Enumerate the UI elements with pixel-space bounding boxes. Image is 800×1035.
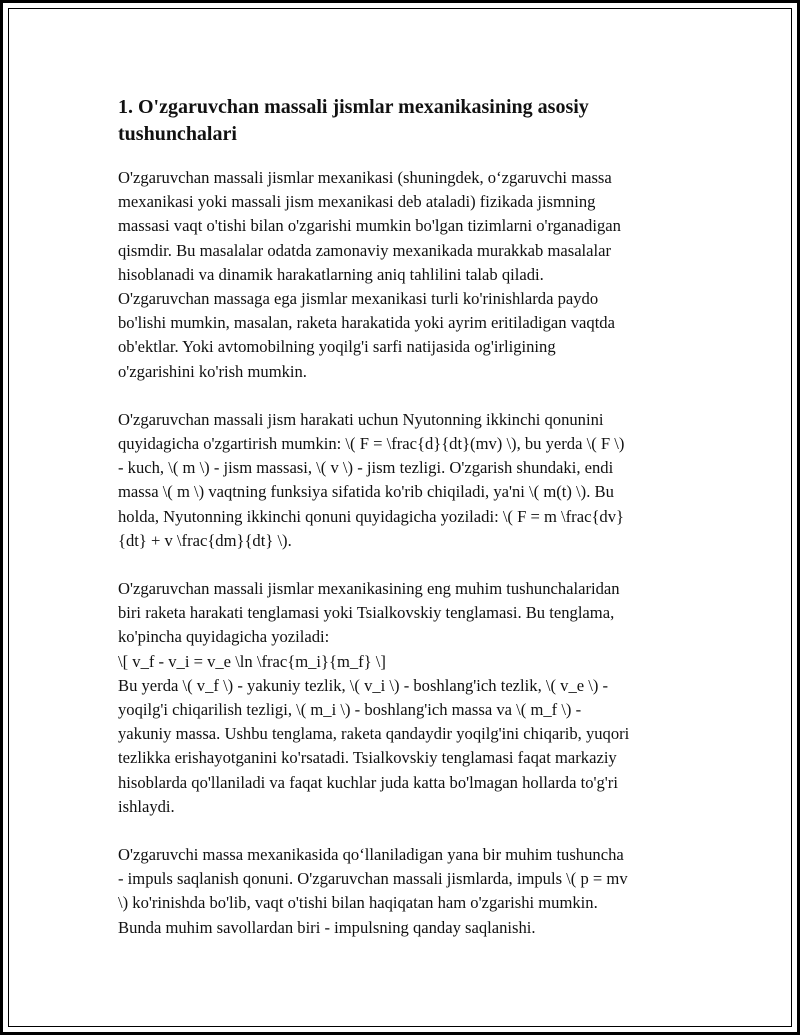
text-line: hisoblanadi va dinamik harakatlarning aniq tahlilini talab qiladi.	[118, 264, 544, 284]
text-line: mexanikasi yoki massali jism mexanikasi deb ataladi) fizikada jismning	[118, 192, 596, 212]
text-line: yoqilg'i chiqarilish tezligi, \( m_i \) - boshlang'ich massa va \( m_f \) -	[118, 700, 582, 720]
text-line: holda, Nyutonning ikkinchi qonuni quyidagicha yoziladi: \( F = m \frac{dv}	[118, 506, 624, 526]
text-line: o'zgarishini ko'rish mumkin.	[118, 361, 307, 381]
text-line: qismdir. Bu masalalar odatda zamonaviy mexanikada murakkab masalalar	[118, 240, 612, 260]
text-line: O'zgaruvchan massali jismlar mexanikasining eng muhim tushunchalaridan	[118, 579, 620, 599]
text-line: Bu yerda \( v_f \) - yakuniy tezlik, \( v_i \) - boshlang'ich tezlik, \( v_e \) -	[118, 675, 609, 695]
equation-line: \[ v_f - v_i = v_e \ln \frac{m_i}{m_f} \]	[118, 651, 386, 671]
heading-line: tushunchalari	[118, 123, 237, 145]
paragraph-momentum	[118, 843, 690, 940]
paragraph-intro	[118, 166, 690, 384]
text-line: - impuls saqlanish qonuni. O'zgaruvchan massali jismlarda, impuls \( p = mv	[118, 869, 628, 889]
text-line: ob'ektlar. Yoki avtomobilning yoqilg'i sarfi natijasida og'irligining	[118, 337, 556, 357]
text-line: massa \( m \) vaqtning funksiya sifatida ko'rib chiqiladi, ya'ni \( m(t) \). Bu	[118, 482, 614, 502]
text-line: bo'lishi mumkin, masalan, raketa harakatida yoki ayrim eritiladigan vaqtda	[118, 313, 615, 333]
text-line: O'zgaruvchan massaga ega jismlar mexanikasi turli ko'rinishlarda paydo	[118, 289, 599, 309]
text-line: ishlaydi.	[118, 796, 175, 816]
section-heading	[118, 94, 690, 148]
paragraph-newton-law	[118, 408, 690, 553]
text-line: {dt} + v \frac{dm}{dt} \).	[118, 530, 292, 550]
text-line: O'zgaruvchan massali jism harakati uchun Nyutonning ikkinchi qonunini	[118, 409, 604, 429]
text-line: quyidagicha o'zgartirish mumkin: \( F = \frac{d}{dt}(mv) \), bu yerda \( F \)	[118, 434, 625, 454]
text-line: Bunda muhim savollardan biri - impulsning qanday saqlanishi.	[118, 917, 536, 937]
text-line: massasi vaqt o'tishi bilan o'zgarishi mumkin bo'lgan tizimlarni o'rganadigan	[118, 216, 621, 236]
text-line: hisoblarda qo'llaniladi va faqat kuchlar juda katta bo'lmagan hollarda to'g'ri	[118, 772, 618, 792]
text-line: yakuniy massa. Ushbu tenglama, raketa qandaydir yoqilg'ini chiqarib, yuqori	[118, 724, 630, 744]
heading-line: 1. O'zgaruvchan massali jismlar mexanikasining asosiy	[118, 96, 589, 118]
document-body	[118, 94, 690, 964]
text-line: tezlikka erishayotganini ko'rsatadi. Tsialkovskiy tenglamasi faqat markaziy	[118, 748, 617, 768]
text-line: biri raketa harakati tenglamasi yoki Tsialkovskiy tenglamasi. Bu tenglama,	[118, 603, 615, 623]
paragraph-tsiolkovsky	[118, 577, 690, 819]
text-line: O'zgaruvchan massali jismlar mexanikasi (shuningdek, o‘zgaruvchi massa	[118, 168, 612, 187]
text-line: \) ko'rinishda bo'lib, vaqt o'tishi bilan haqiqatan ham o'zgarishi mumkin.	[118, 893, 598, 913]
text-line: O'zgaruvchi massa mexanikasida qo‘llaniladigan yana bir muhim tushuncha	[118, 845, 624, 865]
text-line: - kuch, \( m \) - jism massasi, \( v \) - jism tezligi. O'zgarish shundaki, endi	[118, 458, 614, 478]
text-line: ko'pincha quyidagicha yoziladi:	[118, 627, 330, 647]
